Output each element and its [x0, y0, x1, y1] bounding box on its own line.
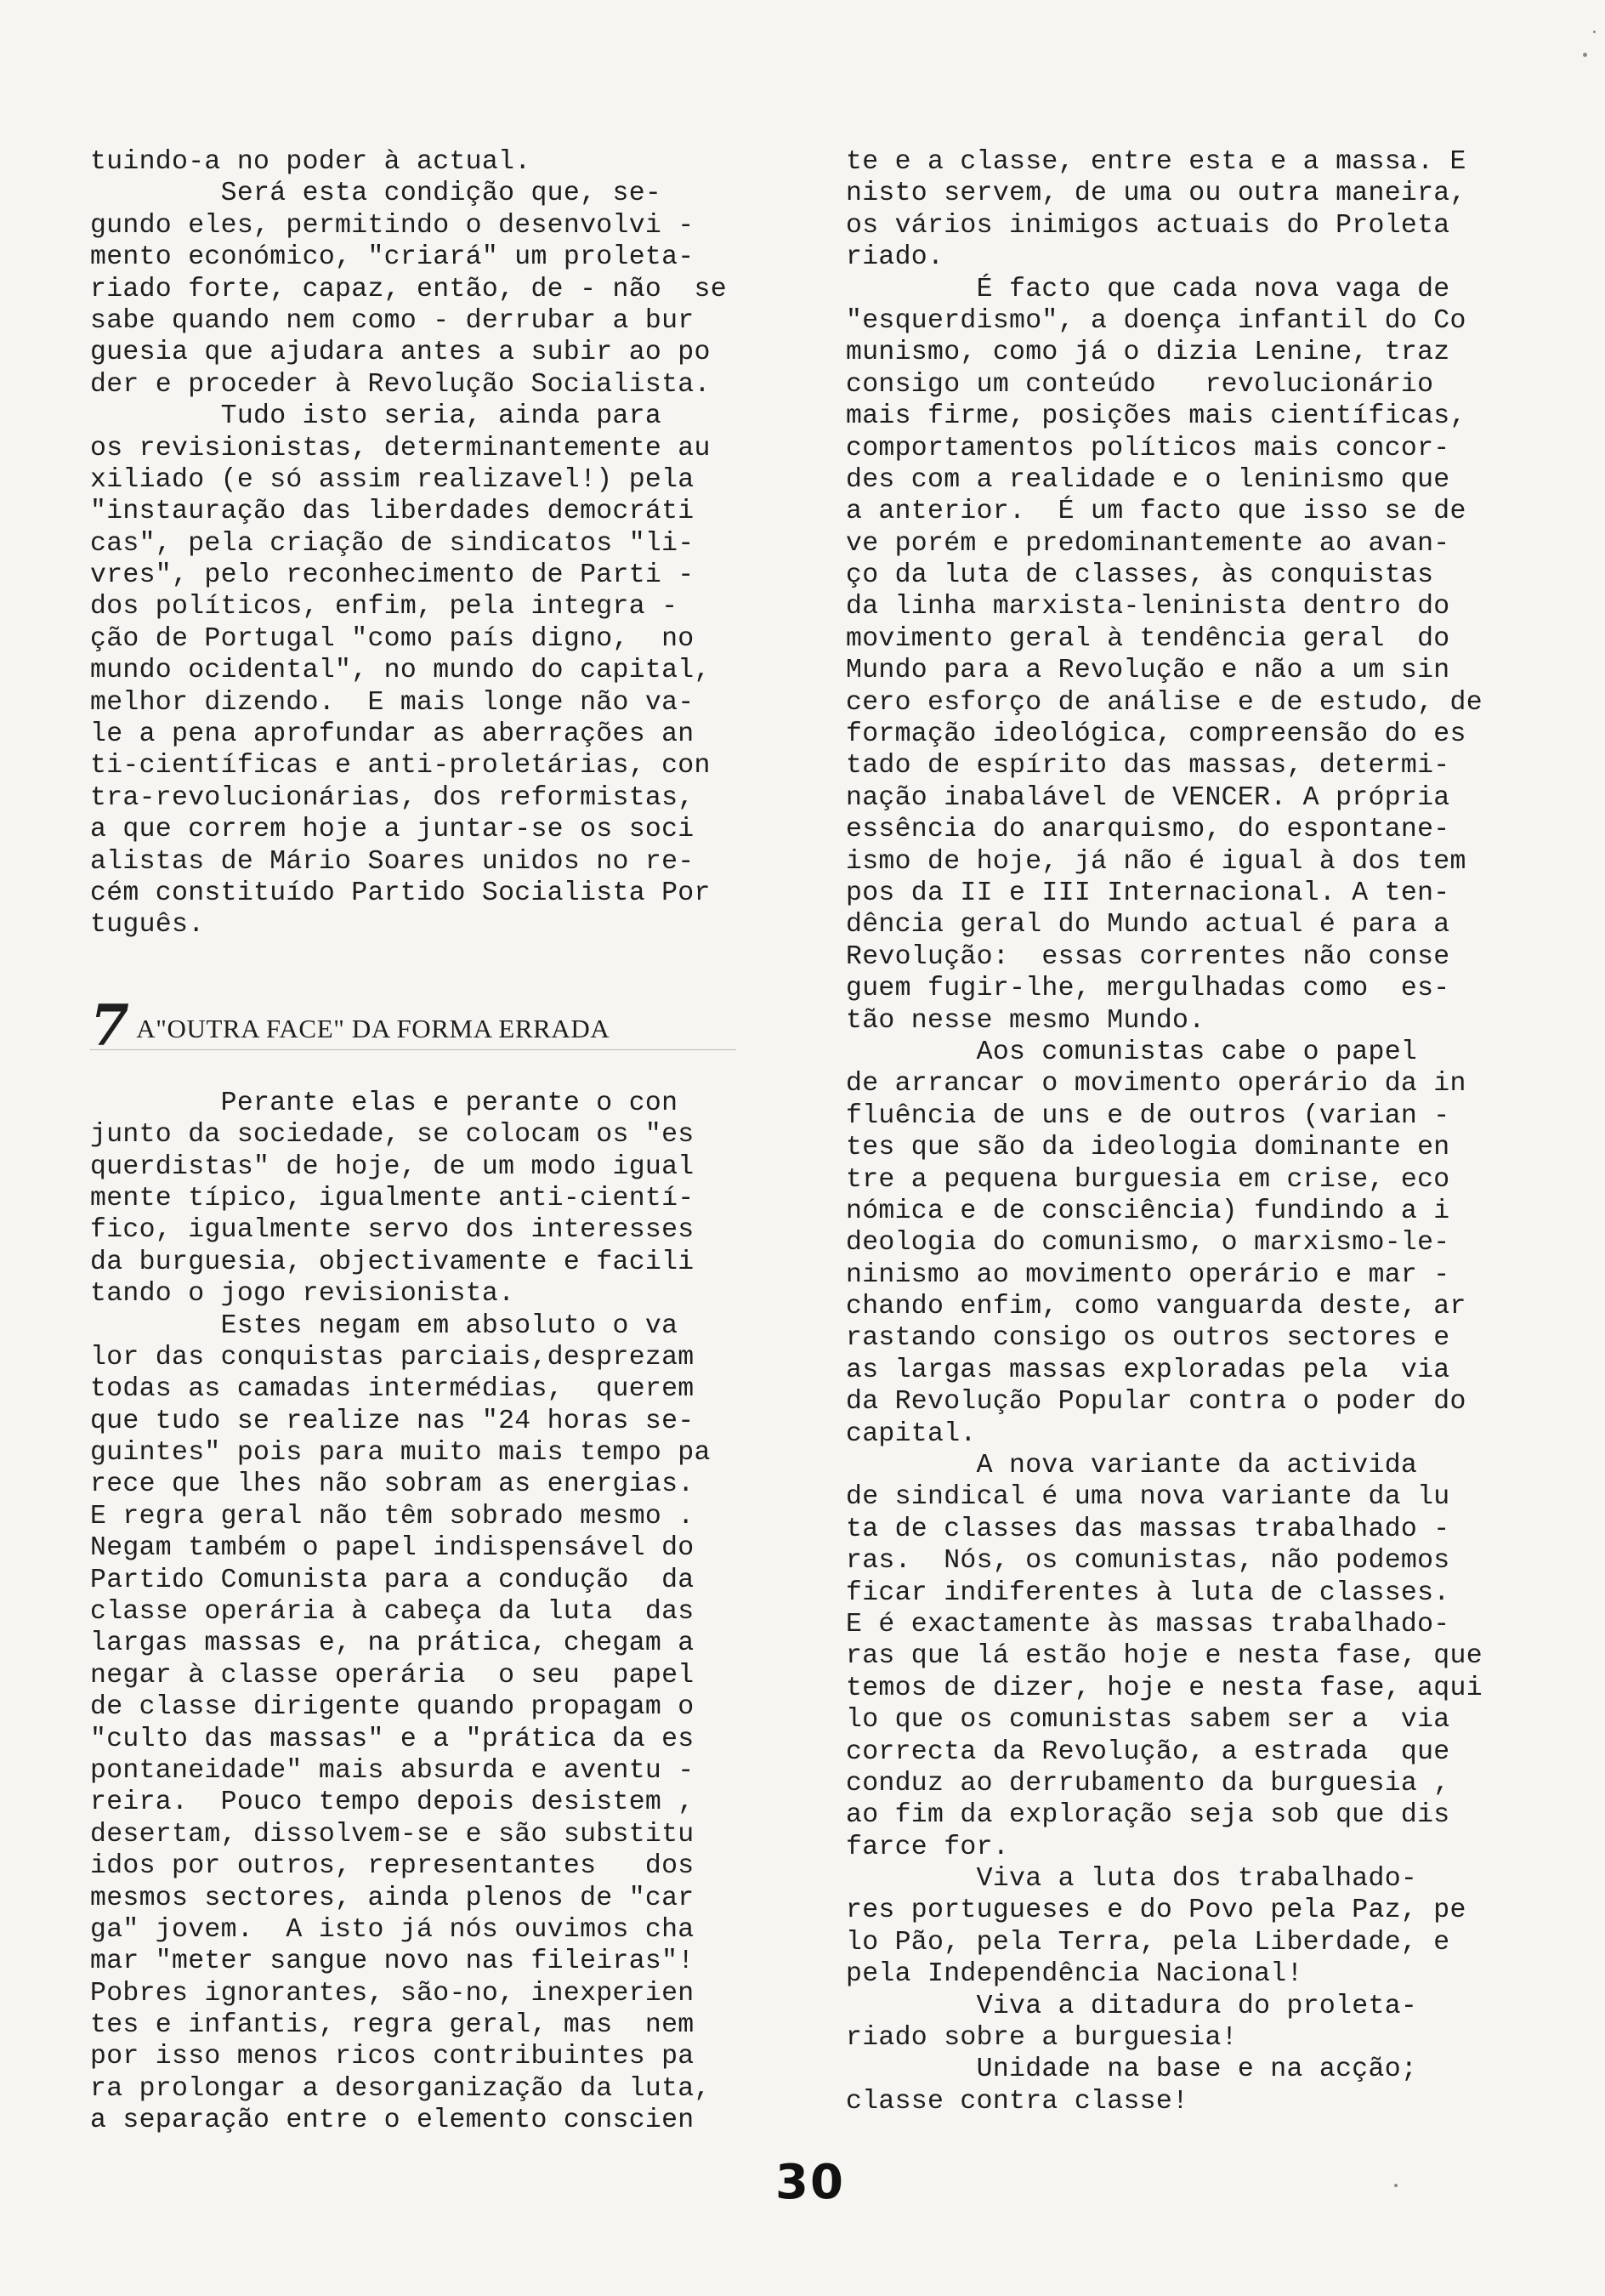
text-line: dência geral do Mundo actual é para a [846, 910, 1450, 941]
section-heading [90, 989, 787, 1059]
text-line: temos de dizer, hoje e nesta fase, aqui [846, 1673, 1483, 1703]
text-line: ti-científicas e anti-proletárias, con [90, 751, 711, 781]
text-line: idos por outros, representantes dos [90, 1851, 695, 1882]
text-line: riado. [846, 242, 944, 273]
text-line: "culto das massas" e a "prática da es [90, 1724, 695, 1754]
text-line: a anterior. É um facto que isso se de [846, 497, 1466, 527]
text-line: le a pena aprofundar as aberrações an [90, 719, 695, 750]
text-line: des com a realidade e o leninismo que [846, 464, 1450, 495]
text-line: que tudo se realize nas "24 horas se- [90, 1406, 695, 1436]
text-line: ismo de hoje, já não é igual à dos tem [846, 846, 1466, 877]
text-line: ra prolongar a desorganização da luta, [90, 2073, 711, 2104]
text-line: "instauração das liberdades democráti [90, 497, 695, 527]
text-line: desertam, dissolvem-se e são substitu [90, 1819, 695, 1850]
text-line: deologia do comunismo, o marxismo-le- [846, 1228, 1450, 1259]
text-line: riado forte, capaz, então, de - não se [90, 274, 727, 304]
text-line: classe contra classe! [846, 2086, 1189, 2117]
text-line: nação inabalável de VENCER. A própria [846, 782, 1450, 813]
page-number: 30 [775, 2155, 845, 2210]
left-column [90, 146, 787, 2137]
text-line: classe operária à cabeça da luta das [90, 1597, 695, 1628]
text-line: guem fugir-lhe, mergulhadas como es- [846, 974, 1450, 1004]
text-line: Revolução: essas correntes não conse [846, 941, 1450, 972]
text-line: rece que lhes não sobram as energias. [90, 1469, 695, 1500]
right-column-text [846, 146, 1543, 2117]
text-line: nómica e de consciência) fundindo a i [846, 1196, 1450, 1226]
text-line: tuguês. [90, 910, 205, 941]
text-line: tes e infantis, regra geral, mas nem [90, 2010, 695, 2041]
text-line: dos políticos, enfim, pela integra - [90, 592, 678, 622]
section-title: A"OUTRA FACE" DA FORMA ERRADA [136, 1014, 610, 1044]
text-line: ço da luta de classes, às conquistas [846, 560, 1434, 591]
text-line: pontaneidade" mais absurda e aventu - [90, 1755, 695, 1786]
text-line: fico, igualmente servo dos interesses [90, 1215, 695, 1246]
text-line: largas massas e, na prática, chegam a [90, 1628, 695, 1659]
text-line: ta de classes das massas trabalhado - [846, 1514, 1450, 1544]
section-number: 7 [90, 992, 130, 1059]
heading-rule [90, 1049, 736, 1050]
text-line: pela Independência Nacional! [846, 1959, 1303, 1990]
text-line: capital. [846, 1418, 977, 1449]
text-line: Unidade na base e na acção; [846, 2054, 1418, 2085]
left-paragraph-1 [90, 146, 787, 941]
text-line: Viva a ditadura do proleta- [846, 1991, 1418, 2021]
text-line: Será esta condição que, se- [90, 179, 662, 209]
text-line: negar à classe operária o seu papel [90, 1660, 695, 1691]
text-line: Perante elas e perante o con [90, 1088, 678, 1118]
text-line: mento económico, "criará" um proleta- [90, 242, 695, 273]
text-line: Pobres ignorantes, são-no, inexperien [90, 1978, 695, 2009]
text-line: Mundo para a Revolução e não a um sin [846, 656, 1450, 686]
text-line: Tudo isto seria, ainda para [90, 401, 662, 432]
text-line: os vários inimigos actuais do Proleta [846, 210, 1450, 241]
text-line: ve porém e predominantemente ao avan- [846, 528, 1450, 559]
text-line: tes que são da ideologia dominante en [846, 1133, 1450, 1163]
text-line: nisto servem, de uma ou outra maneira, [846, 179, 1466, 209]
text-line: cém constituído Partido Socialista Por [90, 878, 711, 908]
text-line: ras. Nós, os comunistas, não podemos [846, 1546, 1450, 1577]
text-line: riado sobre a burguesia! [846, 2023, 1238, 2054]
text-line: tando o jogo revisionista. [90, 1279, 515, 1310]
text-line: mar "meter sangue novo nas fileiras"! [90, 1946, 695, 1977]
text-line: de classe dirigente quando propagam o [90, 1692, 695, 1723]
text-line: reira. Pouco tempo depois desistem , [90, 1787, 695, 1818]
text-line: ao fim da exploração seja sob que dis [846, 1800, 1450, 1831]
text-line: formação ideológica, compreensão do es [846, 719, 1466, 750]
text-line: vres", pelo reconhecimento de Parti - [90, 560, 695, 591]
text-line: farce for. [846, 1832, 1010, 1862]
text-line: E é exactamente às massas trabalhado- [846, 1609, 1450, 1640]
text-line: de arrancar o movimento operário da in [846, 1069, 1466, 1100]
text-line: der e proceder à Revolução Socialista. [90, 369, 711, 400]
text-line: chando enfim, como vanguarda deste, ar [846, 1292, 1466, 1322]
text-line: querdistas" de hoje, de um modo igual [90, 1151, 695, 1182]
text-line: tuindo-a no poder à actual. [90, 147, 531, 177]
text-line: mente típico, igualmente anti-cientí- [90, 1183, 695, 1213]
text-line: ficar indiferentes à luta de classes. [846, 1577, 1450, 1608]
text-line: A nova variante da activida [846, 1451, 1418, 1481]
text-line: Aos comunistas cabe o papel [846, 1037, 1418, 1067]
text-line: gundo eles, permitindo o desenvolvi - [90, 210, 695, 241]
text-line: lo Pão, pela Terra, pela Liberdade, e [846, 1927, 1450, 1958]
text-line: tra-revolucionárias, dos reformistas, [90, 782, 695, 813]
text-line: "esquerdismo", a doença infantil do Co [846, 305, 1466, 336]
text-line: res portugueses e do Povo pela Paz, pe [846, 1895, 1466, 1926]
left-paragraph-2 [90, 1088, 787, 2137]
text-line: a que correm hoje a juntar-se os soci [90, 815, 695, 845]
text-line: alistas de Mário Soares unidos no re- [90, 846, 695, 877]
text-line: rastando consigo os outros sectores e [846, 1323, 1450, 1354]
text-line: correcta da Revolução, a estrada que [846, 1736, 1450, 1767]
text-line: ção de Portugal "como país digno, no [90, 623, 695, 654]
text-line: tão nesse mesmo Mundo. [846, 1005, 1205, 1036]
text-line: da Revolução Popular contra o poder do [846, 1387, 1466, 1418]
text-line: E regra geral não têm sobrado mesmo . [90, 1501, 695, 1532]
text-line: conduz ao derrubamento da burguesia , [846, 1768, 1450, 1799]
text-line: movimento geral à tendência geral do [846, 623, 1450, 654]
text-line: guintes" pois para muito mais tempo pa [90, 1438, 711, 1469]
text-line: lor das conquistas parciais,desprezam [90, 1342, 695, 1372]
text-line: por isso menos ricos contribuintes pa [90, 2042, 695, 2072]
text-line: mundo ocidental", no mundo do capital, [90, 656, 711, 686]
text-line: as largas massas exploradas pela via [846, 1355, 1450, 1385]
text-line: fluência de uns e de outros (varian - [846, 1100, 1450, 1131]
text-line: de sindical é uma nova variante da lu [846, 1482, 1450, 1513]
text-line: guesia que ajudara antes a subir ao po [90, 338, 711, 368]
text-line: munismo, como já o dizia Lenine, traz [846, 338, 1450, 368]
text-line: te e a classe, entre esta e a massa. E [846, 147, 1466, 177]
text-line: mais firme, posições mais científicas, [846, 401, 1466, 432]
text-line: xiliado (e só assim realizavel!) pela [90, 464, 695, 495]
text-line: todas as camadas intermédias, querem [90, 1374, 695, 1405]
text-line: melhor dizendo. E mais longe não va- [90, 687, 695, 718]
text-line: da linha marxista-leninista dentro do [846, 592, 1450, 622]
text-line: sabe quando nem como - derrubar a bur [90, 305, 695, 336]
text-line: Estes negam em absoluto o va [90, 1310, 678, 1341]
text-line: Negam também o papel indispensável do [90, 1533, 695, 1564]
text-line: cas", pela criação de sindicatos "li- [90, 528, 695, 559]
scan-speck [1593, 31, 1596, 33]
text-line: tre a pequena burguesia em crise, eco [846, 1164, 1450, 1195]
text-line: É facto que cada nova vaga de [846, 274, 1450, 304]
text-line: ninismo ao movimento operário e mar - [846, 1259, 1450, 1290]
text-line: ras que lá estão hoje e nesta fase, que [846, 1641, 1483, 1672]
text-line: os revisionistas, determinantemente au [90, 433, 711, 463]
text-line: consigo um conteúdo revolucionário [846, 369, 1434, 400]
scan-speck [1394, 2184, 1398, 2187]
text-line: ga" jovem. A isto já nós ouvimos cha [90, 1914, 695, 1945]
right-column [846, 146, 1543, 2117]
text-line: tado de espírito das massas, determi- [846, 751, 1450, 781]
text-line: a separação entre o elemento conscien [90, 2106, 695, 2136]
text-line: comportamentos políticos mais concor- [846, 433, 1450, 463]
scan-speck [1583, 53, 1587, 57]
text-line: essência do anarquismo, do espontane- [846, 815, 1450, 845]
text-line: pos da II e III Internacional. A ten- [846, 878, 1450, 908]
text-line: Viva a luta dos trabalhado- [846, 1864, 1418, 1895]
text-line: Partido Comunista para a condução da [90, 1565, 695, 1595]
text-line: junto da sociedade, se colocam os "es [90, 1120, 695, 1151]
text-line: lo que os comunistas sabem ser a via [846, 1705, 1450, 1736]
text-line: da burguesia, objectivamente e facili [90, 1247, 695, 1277]
text-line: cero esforço de análise e de estudo, de [846, 687, 1483, 718]
text-line: mesmos sectores, ainda plenos de "car [90, 1883, 695, 1913]
